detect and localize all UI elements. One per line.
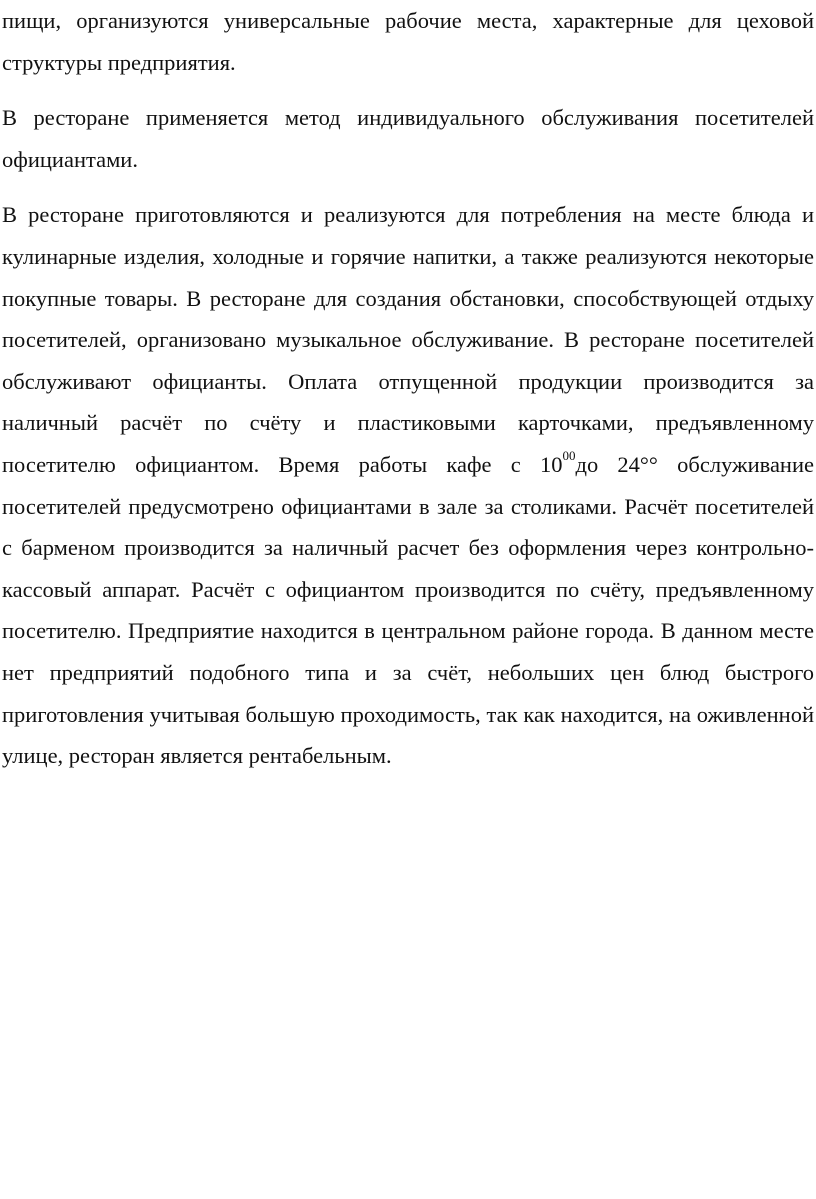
paragraph-3 (2, 194, 814, 776)
superscript-time: 00 (562, 448, 576, 464)
paragraph-1 (2, 0, 814, 83)
paragraph-2 (2, 97, 814, 180)
paragraph-2-text: В ресторане применяется метод индивидуального обслуживания посетителей официантами. (2, 105, 814, 172)
paragraph-1-text: пищи, организуются универсальные рабочие места, характерные для цеховой структуры предприятия. (2, 8, 814, 75)
paragraph-3-text-part2: до 24°° обслуживание посетителей предусмотрено официантами в зале за столиками. Расчёт посетителей с барменом производится за наличный расчет без оформления через контрольно-кассовый аппарат. Расчёт с официантом производится по счёту, предъявленному посетителю. Предприятие находится в центральном районе города. В данном месте нет предприятий подобного типа и за счёт, небольших цен блюд быстрого приготовления учитывая большую проходимость, так как находится, на оживленной улице, ресторан является рентабельным. (2, 451, 815, 769)
paragraph-3-text-part1: В ресторане приготовляются и реализуются для потребления на месте блюда и кулинарные изделия, холодные и горячие напитки, а также реализуются некоторые покупные товары. В ресторане для создания обстановки, способствующей отдыху посетителей, организовано музыкальное обслуживание. В ресторане посетителей обслуживают официанты. Оплата отпущенной продукции производится за наличный расчёт по счёту и пластиковыми карточками, предъявленному посетителю официантом. Время работы кафе с 10 (2, 202, 814, 477)
